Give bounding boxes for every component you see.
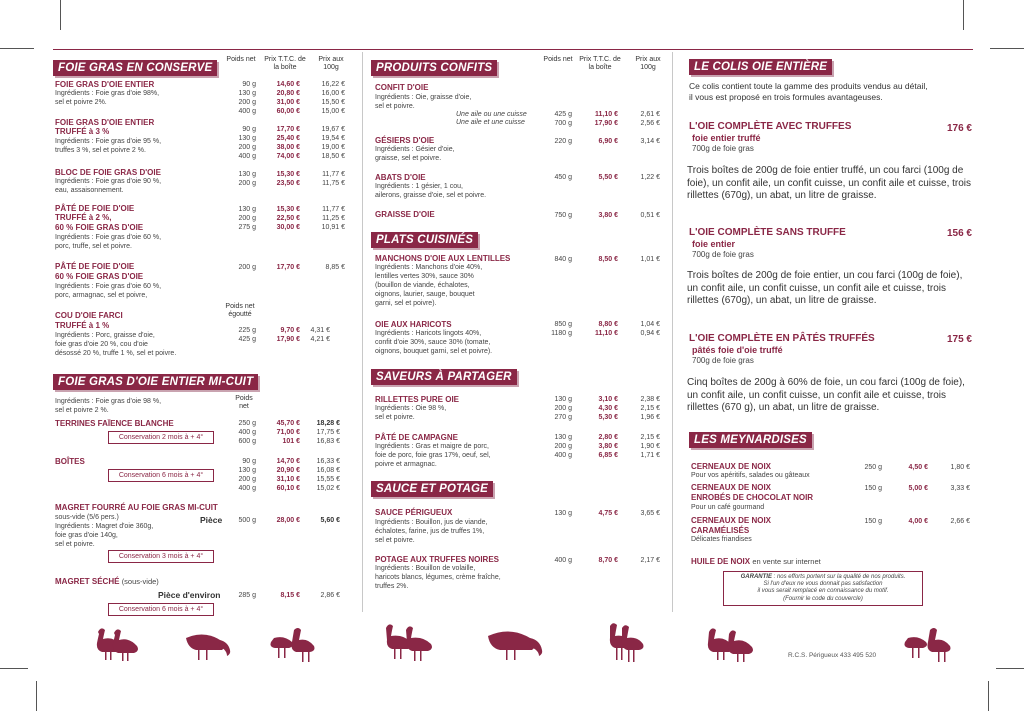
ingredients: confit d'oie 30%, sauce 30% (tomate, [375,339,491,346]
product-pate-campagne: PÂTÉ DE CAMPAGNE [375,433,458,442]
crop-mark [996,668,1024,669]
ingredients: sel et poivre. [375,537,415,544]
weight: 130 g [238,135,256,142]
price: 8,15 € [280,592,300,599]
weight: 130 g [238,206,256,213]
description: sous-vide (5/6 pers.) [55,514,119,521]
formula-price: 176 € [946,123,972,134]
price-per-100g: 1,80 € [950,464,970,471]
product-name: MAGRET SÉCHÉ [55,577,120,586]
price: 17,70 € [276,264,300,271]
price-per-100g: 1,90 € [640,443,660,450]
rcs-number: R.C.S. Périgueux 433 495 520 [788,652,877,659]
weight: 850 g [554,321,572,328]
price: 5,30 € [598,414,618,421]
ingredients: lentilles vertes 30%, sauce 30% [375,273,474,280]
header-drained-weight: Poids net égoutté [225,303,255,318]
price-per-100g: 11,25 € [322,215,345,222]
price-per-100g: 15,02 € [316,485,340,492]
goose-group-illustration [380,622,444,664]
price-per-100g: 3,65 € [640,510,660,517]
price-per-100g: 16,08 € [316,467,340,474]
option-label: Une aile et une cuisse [456,119,525,126]
section-produits-confits: PRODUITS CONFITS [371,60,497,76]
price-per-100g: 11,77 € [322,171,345,178]
price-per-100g: 16,33 € [316,458,340,465]
product-foie-gras-entier: FOIE GRAS D'OIE ENTIER [55,80,155,89]
product-cerneaux: CERNEAUX DE NOIX [691,462,772,471]
price-per-100g: 0,51 € [640,212,660,219]
ingredients: foie gras d'oie 20 %, cou d'oie [55,341,148,348]
header-weight: Poids net [235,395,253,410]
weight: 700 g [554,120,572,127]
product-foie-gras-truffe: TRUFFÉ à 3 % [55,127,110,136]
product-cerneaux-chocolat: CERNEAUX DE NOIX [691,483,772,492]
price: 60,00 € [276,108,300,115]
product-pate-foie-truffe: TRUFFÉ à 2 %, [55,213,112,222]
product-sauce-perigueux: SAUCE PÉRIGUEUX [375,508,453,517]
price: 45,70 € [276,420,300,427]
product-oie-haricots: OIE AUX HARICOTS [375,320,452,329]
goose-grazing-illustration [176,628,238,662]
product-cerneaux-caramelises: CARAMÉLISÉS [691,526,750,535]
price: 5,50 € [598,174,618,181]
ingredients: (bouillon de viande, échalotes, [375,282,470,289]
product-pate-foie-truffe: PÂTÉ DE FOIE D'OIE [55,204,135,213]
ingredients: Ingrédients : Oie, graisse d'oie, [375,94,472,101]
guarantee-line: Si l'un d'eux ne vous donnait pas satisfaction [763,581,883,588]
price: 11,10 € [595,330,618,337]
column-divider [362,52,363,612]
weight: 220 g [554,138,572,145]
section-meynardises: LES MEYNARDISES [689,432,812,448]
price-per-100g: 4,31 € [310,327,330,334]
ingredients: garni, sel et poivre). [375,300,437,307]
ingredients: Ingrédients : Haricots lingots 40%, [375,330,482,337]
product-graisse: GRAISSE D'OIE [375,210,435,219]
section-sauce-potage: SAUCE ET POTAGE [371,481,493,497]
weight: 150 g [864,485,882,492]
weight: 200 g [238,264,256,271]
formula-description: Trois boîtes de 200g de foie entier truffé, un cou farci (100g de foie), un confit aile, un confit cuisse, un confit aile et cuisse, trois rillettes (670g), un abat, un litre de graisse. [687,165,972,201]
weight: 400 g [554,452,572,459]
description: Pour vos apéritifs, salades ou gâteaux [691,472,810,479]
ingredients: Ingrédients : Foie gras d'oie 98%, [55,90,160,97]
product-name: HUILE DE NOIX [691,557,751,566]
product-note: (sous-vide) [121,577,159,586]
price-per-100g: 1,01 € [640,256,660,263]
weight: 250 g [238,420,256,427]
weight: 500 g [238,517,256,524]
header-price: Prix T.T.C. de la boîte [579,56,621,71]
formula-description: Cinq boîtes de 200g à 60% de foie, un cou farci (100g de foie), un confit aile, un confit cuisse, un confit aile et cuisse, trois rillettes (670 g), un abat, un litre de graisse. [687,377,965,413]
price: 15,30 € [276,206,300,213]
formula-description: Trois boîtes de 200g de foie entier, un cou farci (100g de foie), un confit aile, un confit cuisse, un confit aile et cuisse, trois rillettes (670g), un abat, un litre de graisse. [687,270,963,306]
option-label: Une aile ou une cuisse [456,111,527,118]
price-per-100g: 3,33 € [950,485,970,492]
product-abats: ABATS D'OIE [375,173,426,182]
formula-price: 175 € [946,334,972,345]
price: 71,00 € [276,429,300,436]
ingredients: Ingrédients : Manchons d'oie 40%, [375,264,483,271]
ingredients: sel et poivre. [55,541,95,548]
weight: 130 g [554,396,572,403]
price-per-100g: 8,85 € [325,264,345,271]
price-per-100g: 2,56 € [640,120,660,127]
ingredients: foie de porc, foie gras 17%, oeuf, sel, [375,452,491,459]
product-cerneaux-caramelises: CERNEAUX DE NOIX [691,516,772,525]
price: 28,00 € [276,517,300,524]
product-pate-foie-truffe: 60 % FOIE GRAS D'OIE [55,223,144,232]
price-per-100g: 17,75 € [316,429,340,436]
price: 25,40 € [276,135,300,142]
intro-text: Ce colis contient toute la gamme des produits vendus au détail, [689,81,928,91]
description: Délicates friandises [691,536,752,543]
weight: 750 g [554,212,572,219]
price: 20,90 € [276,467,300,474]
price: 8,70 € [598,557,618,564]
formula-pates-truffes: L'OIE COMPLÈTE EN PÂTÉS TRUFFÉS [689,333,875,344]
weight: 225 g [238,327,256,334]
piece-label: Pièce d'environ [158,590,221,600]
weight: 425 g [554,111,572,118]
goose-group-illustration [900,626,956,664]
price-per-100g: 10,91 € [321,224,345,231]
weight: 90 g [242,81,256,88]
ingredients: truffes 3 %, sel et poivre 2 %. [55,147,146,154]
goose-group-illustration [604,622,650,666]
product-manchons: MANCHONS D'OIE AUX LENTILLES [375,254,511,263]
conservation-box: Conservation 3 mois à + 4° [108,550,214,563]
section-colis-oie: LE COLIS OIE ENTIÈRE [689,59,832,75]
section-foie-gras-conserve: FOIE GRAS EN CONSERVE [53,60,217,76]
description: Pour un café gourmand [691,504,765,511]
ingredients: Ingrédients : Bouillon de volaille, [375,565,476,572]
guarantee-line: (Fournir le code du couvercle) [783,595,863,602]
weight: 130 g [238,90,256,97]
header-weight: Poids net [543,56,573,63]
price-per-100g: 3,14 € [640,138,660,145]
price-per-100g: 15,50 € [321,99,345,106]
weight: 400 g [238,108,256,115]
price: 6,90 € [598,138,618,145]
header-price-100g: Prix aux 100g [318,56,344,71]
price-per-100g: 5,60 € [320,517,340,524]
formula-sans-truffe: L'OIE COMPLÈTE SANS TRUFFE [689,227,846,238]
guarantee-box [723,571,923,606]
price: 2,80 € [598,434,618,441]
price: 4,30 € [598,405,618,412]
price-per-100g: 1,04 € [640,321,660,328]
price: 11,10 € [595,111,618,118]
product-confit-oie: CONFIT D'OIE [375,83,429,92]
guarantee-text: : nos efforts portent sur la qualité de nos produits. [771,574,906,580]
ingredients: désossé 20 %, truffe 1 %, sel et poivre. [55,350,177,357]
product-cou-farci: TRUFFÉ à 1 % [55,321,110,330]
ingredients: foie gras d'oie 140g, [55,532,118,539]
price-per-100g: 19,67 € [321,126,345,133]
weight: 400 g [238,429,256,436]
weight: 200 g [554,443,572,450]
price: 4,50 € [908,464,928,471]
product-magret-fourre: MAGRET FOURRÉ AU FOIE GRAS MI-CUIT [55,503,218,512]
price: 4,00 € [908,518,928,525]
ingredients: porc, armagnac, sel et poivre, [55,292,148,299]
guarantee-line: il vous serait remplacé en connaissance du motif. [757,588,889,595]
ingredients: sel et poivre 2%. [55,99,107,106]
ingredients: sel et poivre. [375,103,415,110]
crop-mark [988,681,989,711]
ingredients: porc, truffe, sel et poivre. [55,243,132,250]
formula-subtitle: pâtés foie d'oie truffé [692,345,783,355]
product-pate-foie: 60 % FOIE GRAS D'OIE [55,272,144,281]
ingredients: oignons, bouquet garni, sel et poivre). [375,348,493,355]
formula-weight: 700g de foie gras [692,250,754,259]
ingredients: ailerons, graisse d'oie, sel et poivre. [375,192,487,199]
ingredients: échalotes, farine, jus de truffes 1%, [375,528,485,535]
price: 9,70 € [280,327,300,334]
price-per-100g: 11,75 € [322,180,345,187]
crop-mark [0,668,28,669]
price-per-100g: 1,96 € [640,414,660,421]
crop-mark [36,681,37,711]
price-per-100g: 2,38 € [640,396,660,403]
conservation-box: Conservation 6 mois à + 4° [108,469,214,482]
price-per-100g: 19,54 € [321,135,345,142]
ingredients: Ingrédients : Oie 98 %, [375,405,447,412]
weight: 200 g [238,144,256,151]
price: 17,70 € [276,126,300,133]
weight: 425 g [238,336,256,343]
goose-grazing-illustration [480,626,554,662]
section-mi-cuit: FOIE GRAS D'OIE ENTIER MI-CUIT [53,374,258,390]
price-per-100g: 2,61 € [640,111,660,118]
weight: 840 g [554,256,572,263]
product-bloc-foie-gras: BLOC DE FOIE GRAS D'OIE [55,168,161,177]
price: 31,00 € [276,99,300,106]
ingredients: sel et poivre 2 %. [55,407,109,414]
price-per-100g: 16,22 € [321,81,345,88]
section-saveurs-partager: SAVEURS À PARTAGER [371,369,517,385]
product-foie-gras-truffe: FOIE GRAS D'OIE ENTIER [55,118,155,127]
price-per-100g: 16,00 € [321,90,345,97]
ingredients: Ingrédients : Foie gras d'oie 95 %, [55,138,162,145]
price-per-100g: 15,55 € [316,476,340,483]
ingredients: Ingrédients : Magret d'oie 360g, [55,523,154,530]
price: 14,70 € [276,458,300,465]
product-magret-seche [55,577,159,587]
crop-mark [60,0,61,30]
price: 8,50 € [598,256,618,263]
price-per-100g: 11,77 € [322,206,345,213]
crop-mark [963,0,964,30]
price: 20,80 € [276,90,300,97]
formula-weight: 700g de foie gras [692,356,754,365]
weight: 600 g [238,438,256,445]
price-per-100g: 1,71 € [640,452,660,459]
weight: 1180 g [551,330,572,337]
ingredients: truffes 2%. [375,583,409,590]
price-per-100g: 16,83 € [316,438,340,445]
weight: 90 g [242,126,256,133]
price: 3,80 € [598,443,618,450]
conservation-box: Conservation 2 mois à + 4° [108,431,214,444]
weight: 400 g [238,485,256,492]
price: 31,10 € [276,476,300,483]
weight: 400 g [554,557,572,564]
ingredients: oignons, laurier, sauge, bouquet [375,291,475,298]
top-rule [53,49,973,50]
price-per-100g: 4,21 € [310,336,330,343]
ingredients: Ingrédients : Foie gras d'oie 90 %, [55,178,162,185]
product-boites: BOÎTES [55,457,85,466]
price-per-100g: 1,22 € [640,174,660,181]
crop-mark [0,48,34,49]
header-price-100g: Prix aux 100g [635,56,661,71]
price-per-100g: 19,00 € [321,144,345,151]
weight: 200 g [238,99,256,106]
weight: 130 g [238,467,256,474]
weight: 400 g [238,153,256,160]
weight: 450 g [554,174,572,181]
weight: 285 g [238,592,256,599]
weight: 130 g [554,434,572,441]
price: 74,00 € [276,153,300,160]
weight: 200 g [554,405,572,412]
price: 3,10 € [598,396,618,403]
formula-subtitle: foie entier [692,239,736,249]
crop-mark [990,48,1024,49]
ingredients: Ingrédients : Porc, graisse d'oie, [55,332,155,339]
price-per-100g: 2,15 € [640,434,660,441]
weight: 200 g [238,215,256,222]
price: 4,75 € [598,510,618,517]
weight: 270 g [554,414,572,421]
weight: 150 g [864,518,882,525]
price: 30,00 € [276,224,300,231]
ingredients: Ingrédients : Gras et maigre de porc, [375,443,489,450]
price: 14,60 € [276,81,300,88]
goose-group-illustration [703,626,765,664]
ingredients: graisse, sel et poivre. [375,155,442,162]
weight: 90 g [242,458,256,465]
goose-group-illustration [92,624,152,664]
ingredients: Ingrédients : Foie gras d'oie 60 %, [55,234,162,241]
guarantee-title: GARANTIE [740,574,772,580]
goose-group-illustration [264,626,320,664]
product-terrines: TERRINES FAÏENCE BLANCHE [55,419,174,428]
section-plats-cuisines: PLATS CUISINÉS [371,232,478,248]
formula-subtitle: foie entier truffé [692,133,761,143]
product-huile-noix [691,557,821,567]
price-per-100g: 2,15 € [640,405,660,412]
price-per-100g: 18,50 € [321,153,345,160]
price: 15,30 € [276,171,300,178]
price: 38,00 € [276,144,300,151]
ingredients: Ingrédients : Foie gras d'oie 98 %, [55,398,162,405]
weight: 130 g [238,171,256,178]
price: 22,50 € [276,215,300,222]
conservation-box: Conservation 6 mois à + 4° [108,603,214,616]
weight: 200 g [238,180,256,187]
product-cou-farci: COU D'OIE FARCI [55,311,123,320]
price: 8,80 € [598,321,618,328]
header-weight: Poids net [226,56,256,63]
ingredients: sel et poivre. [375,414,415,421]
ingredients: eau, assaisonnement. [55,187,124,194]
ingredients: Ingrédients : 1 gésier, 1 cou, [375,183,463,190]
weight: 275 g [238,224,256,231]
price-per-100g: 18,28 € [316,420,340,427]
column-divider [672,52,673,612]
product-potage-truffes: POTAGE AUX TRUFFES NOIRES [375,555,500,564]
formula-weight: 700g de foie gras [692,144,754,153]
product-rillettes: RILLETTES PURE OIE [375,395,460,404]
ingredients: Ingrédients : Bouillon, jus de viande, [375,519,488,526]
intro-text: il vous est proposé en trois formules avantageuses. [689,92,883,102]
price: 23,50 € [276,180,300,187]
header-price: Prix T.T.C. de la boîte [264,56,306,71]
ingredients: haricots blancs, légumes, crème fraîche, [375,574,501,581]
ingredients: poivre et armagnac. [375,461,437,468]
price: 6,85 € [598,452,618,459]
price: 17,90 € [594,120,618,127]
ingredients: Ingrédients : Gésier d'oie, [375,146,455,153]
price-per-100g: 2,66 € [950,518,970,525]
guarantee-line [727,574,919,581]
formula-price: 156 € [946,228,972,239]
weight: 130 g [554,510,572,517]
price: 60,10 € [276,485,300,492]
formula-avec-truffes: L'OIE COMPLÈTE AVEC TRUFFES [689,121,852,132]
price-per-100g: 2,17 € [640,557,660,564]
weight: 250 g [864,464,882,471]
ingredients: Ingrédients : Foie gras d'oie 60 %, [55,283,162,290]
price-per-100g: 15,00 € [321,108,345,115]
piece-label: Pièce [200,515,223,525]
product-note: en vente sur internet [752,557,821,566]
price: 3,80 € [598,212,618,219]
price: 17,90 € [276,336,300,343]
price: 101 € [282,438,300,445]
price: 5,00 € [908,485,928,492]
product-pate-foie: PÂTÉ DE FOIE D'OIE [55,262,135,271]
weight: 200 g [238,476,256,483]
price-per-100g: 2,86 € [320,592,340,599]
product-cerneaux-chocolat: ENROBÉS DE CHOCOLAT NOIR [691,493,814,502]
product-gesiers: GÉSIERS D'OIE [375,136,435,145]
price-per-100g: 0,94 € [640,330,660,337]
